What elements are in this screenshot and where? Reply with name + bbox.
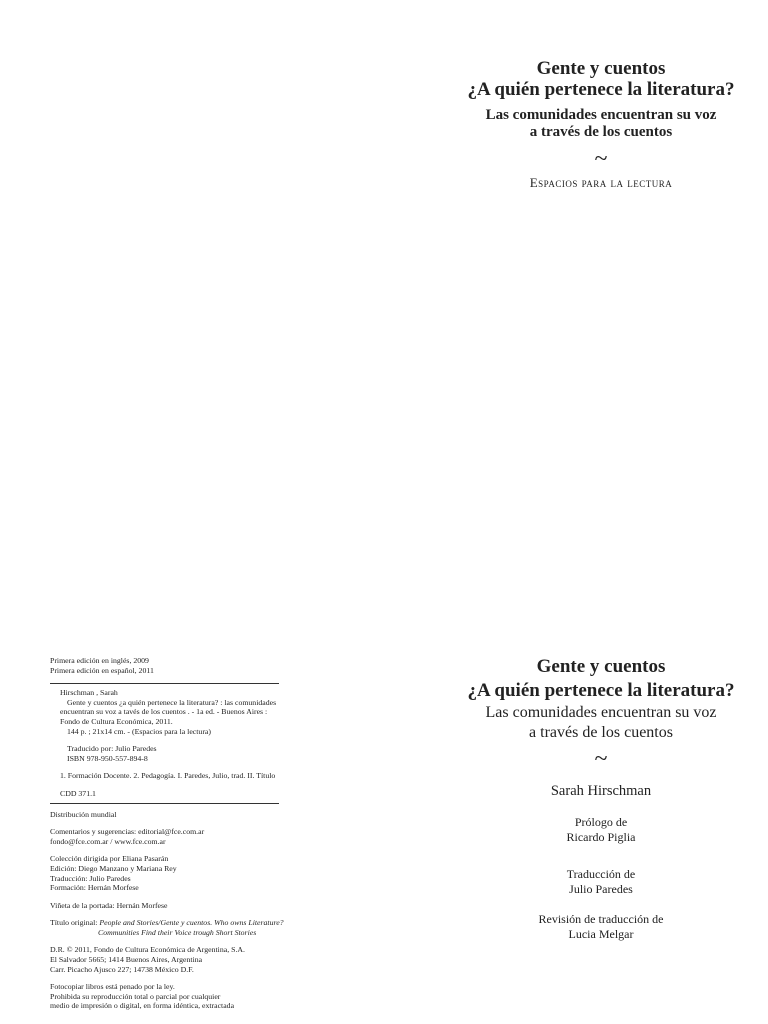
legal-line: Fotocopiar libros está penado por la ley. (50, 982, 175, 992)
prologue-label: Prólogo de (574, 815, 628, 829)
title-page (395, 655, 768, 942)
comments-line1: Comentarios y sugerencias: editorial@fce.com.ar (50, 827, 205, 837)
catalog-top-rule (50, 683, 279, 684)
catalog-line: 1. Formación Docente. 2. Pedagogía. I. Paredes, Julio, trad. II. Título (60, 771, 276, 781)
original-title-line2: Communities Find their Voice trough Short Stories (98, 927, 257, 937)
catalog-line: 144 p. ; 21x14 cm. - (Espacios para la lectura) (67, 726, 211, 736)
original-title-label: Título original: (50, 918, 100, 928)
title-subtitle-line1: Las comunidades encuentran su voz (485, 704, 717, 721)
prologue-credit (395, 815, 768, 845)
revision-name: Lucia Melgar (568, 927, 634, 941)
rights-line: D.R. © 2011, Fondo de Cultura Económica de Argentina, S.A. (50, 945, 245, 955)
half-title-page (395, 58, 768, 191)
catalog-line: Traducido por: Julio Paredes (67, 744, 157, 754)
credit-line: Edición: Diego Manzano y Mariana Rey (50, 863, 177, 873)
catalog-line: ISBN 978-950-557-894-8 (67, 753, 148, 763)
legal-notice (50, 982, 290, 1011)
cover-art-credit: Viñeta de la portada: Hernán Morfese (50, 900, 168, 910)
catalog-line: Gente y cuentos ¿a quién pertenece la literatura? : las comunidades (67, 697, 277, 707)
credit-line: Colección dirigida por Eliana Pasarán (50, 854, 169, 864)
title-main-line2: ¿A quién pertenece la literatura? (467, 680, 735, 701)
original-title-line1: People and Stories/Gente y cuentos. Who owns Literature? (99, 918, 284, 928)
comments-line2: fondo@fce.com.ar / www.fce.com.ar (50, 836, 166, 846)
rights-notice (50, 945, 290, 974)
half-title-subtitle-line1: Las comunidades encuentran su voz (485, 107, 717, 123)
tilde-ornament-icon: ~ (594, 146, 608, 172)
author-name: Sarah Hirschman (550, 783, 652, 799)
revision-label: Revisión de traducción de (538, 912, 664, 926)
catalog-record (50, 688, 290, 798)
prologue-name: Ricardo Piglia (566, 830, 636, 844)
half-title-main-line1: Gente y cuentos (536, 58, 666, 79)
translation-name: Julio Paredes (569, 882, 633, 896)
half-title-main-line2: ¿A quién pertenece la literatura? (467, 79, 735, 100)
catalog-line: CDD 371.1 (60, 788, 96, 798)
catalog-line: Hirschman , Sarah (60, 688, 118, 698)
legal-line: medio de impresión o digital, en forma idéntica, extractada (50, 1001, 235, 1011)
catalog-line: Fondo de Cultura Económica, 2011. (60, 716, 173, 726)
original-title (50, 918, 290, 937)
rights-line: El Salvador 5665; 1414 Buenos Aires, Argentina (50, 955, 203, 965)
legal-line: Prohibida su reproducción total o parcial por cualquier (50, 991, 221, 1001)
tilde-ornament-icon: ~ (594, 746, 608, 772)
translation-label: Traducción de (566, 867, 636, 881)
credit-line: Formación: Hernán Morfese (50, 883, 139, 893)
credit-line: Traducción: Julio Paredes (50, 873, 131, 883)
edition-spanish: Primera edición en español, 2011 (50, 665, 154, 675)
distribution: Distribución mundial (50, 809, 117, 819)
title-main-line1: Gente y cuentos (536, 656, 666, 677)
half-title-subtitle-line2: a través de los cuentos (529, 124, 673, 140)
edition-english: Primera edición en inglés, 2009 (50, 656, 149, 665)
series-name: Espacios para la lectura (529, 175, 673, 190)
catalog-line: encuentran su voz a tavés de los cuentos . - 1a ed. - Buenos Aires : (60, 707, 268, 717)
staff-credits (50, 854, 290, 892)
catalog-bottom-rule (50, 803, 279, 804)
title-subtitle-line2: a través de los cuentos (529, 724, 673, 741)
rights-line: Carr. Picacho Ajusco 227; 14738 México D.F. (50, 964, 194, 974)
translation-credit (395, 867, 768, 897)
revision-credit (395, 912, 768, 942)
